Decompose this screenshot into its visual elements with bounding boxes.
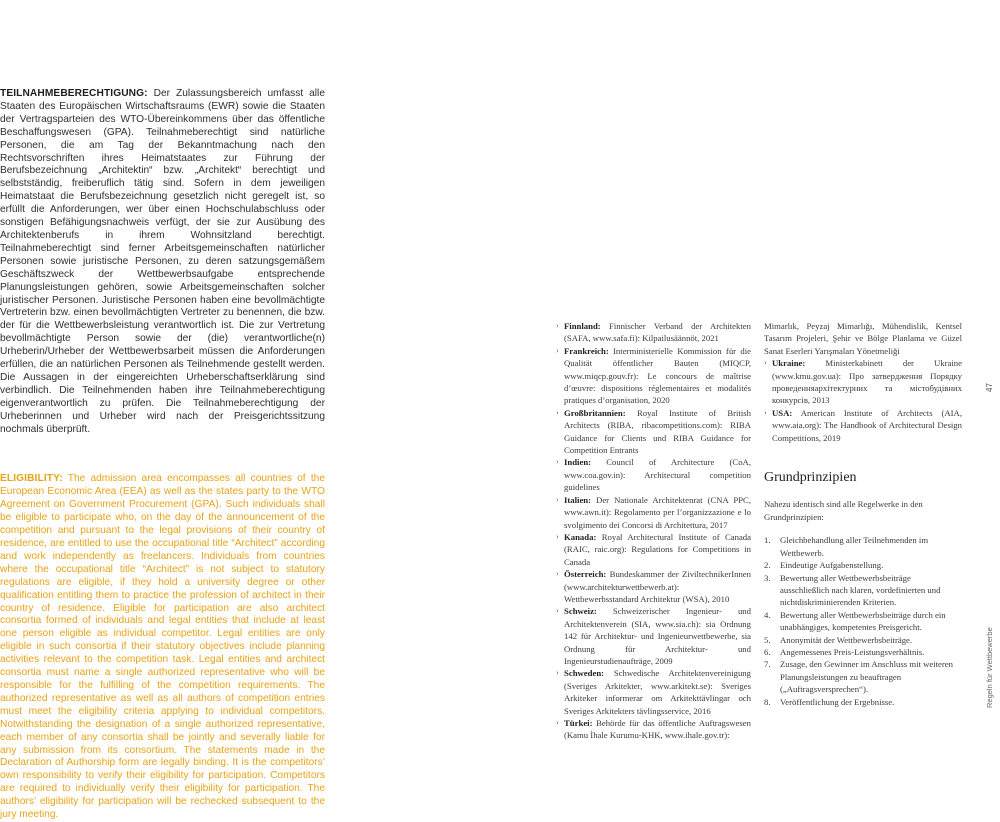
principle-number: 8.: [764, 696, 771, 707]
regulation-item: [556, 320, 751, 345]
principle-number: 6.: [764, 646, 771, 657]
regulation-text: Behörde für das öffentliche Auftragswesen (Kamu İhale Kurumu-KHK, www.ihale.gov.tr):: [564, 718, 751, 741]
regulation-country: Indien:: [564, 457, 592, 468]
principle-item: [764, 572, 962, 609]
chevron-right-icon: ›: [556, 718, 559, 727]
regulation-item: [556, 531, 751, 568]
chevron-right-icon: ›: [556, 494, 559, 504]
principle-item: [764, 646, 962, 658]
principle-number: 5.: [764, 634, 771, 645]
regulation-text: Der Nationale Architektenrat (CNA PPC, www.awn.it): Regolamento per l’organizzazione e lo svolgimento dei Concorsi di Architettura, 2017: [564, 494, 751, 530]
eligibility-german-text: Der Zulassungsbereich umfasst alle Staaten des Europäischen Wirtschaftsraums (EWR) sowie die Staaten der Vertragsparteien des WTO-Übereinkommens über das öffentliche Beschaffungswesen (GPA). Teilnahmeberechtigt sind natürliche Personen, die am Tag der Bekanntmachung nach den Rechtsvorschriften ihres Heimatstaates zur Führung der Berufsbezeichnung „Architektin“ bzw. „Architekt“ berechtigt und selbstständig, freiberuflich tätig sind. Sofern in dem jeweiligen Heimatstaat die Berufsbezeichnung gesetzlich nicht geregelt ist, so erfüllt die Anforderungen, wer über einen Hochschulabschluss oder sonstigen Befähigungsnachweis verfügt, der sie zur Ausübung des Architektenberufs in ihrem Wohnsitzland berechtigt. Teilnahmeberechtigt sind ferner Arbeitsgemeinschaften natürlicher Personen sowie juristische Personen, zu deren satzungsgemäßem Geschäftszweck der Wettbewerbsaufgabe entsprechende Planungsleistungen gehören, sowie Arbeitsgemeinschaften solcher juristischer Personen. Juristische Personen haben eine bevollmächtigte Vertreterin bzw. einen bevollmächtigten Vertreter zu benennen, die bzw. der für die Wettbewerbsleistung verantwortlich ist. Die zur Vertretung bevollmächtigte Person sowie der (die) verantwortliche(n) Urheberin/Urheber der Wettbewerbsarbeit müssen die Anforderungen erfüllen, die an natürlichen Personen als Teilnehmende gestellt werden. Die Aussagen in der eingereichten Urheberschaftserklärung sind verbindlich. Die Teilnehmenden haben ihre Teilnahmeberechtigung eigenverantwortlich zu prüfen. Die Teilnahmeberechtigung der Urheberinnen und Urheber wird nach der Preisgerichtssitzung nochmals überprüft.: [0, 88, 325, 435]
chevron-right-icon: ›: [556, 321, 559, 330]
chevron-right-icon: ›: [764, 358, 767, 368]
principle-item: [764, 658, 962, 695]
principle-item: [764, 609, 962, 634]
chevron-right-icon: ›: [556, 569, 559, 579]
regulation-item: [556, 717, 751, 742]
chevron-right-icon: ›: [556, 606, 559, 616]
regulation-text: Finnischer Verband der Architekten (SAFA, www.safa.fi): Kilpailusäännöt, 2021: [564, 321, 751, 344]
regulation-country: Schweiz:: [564, 606, 597, 617]
regulation-item: [556, 494, 751, 531]
regulation-item: [556, 667, 751, 717]
regulation-text: Ministerkabinett der Ukraine (www.kmu.gov.ua): Про затвердження Порядку проведенняархітектурних та містобудівних конкурсів, 2013: [772, 358, 962, 406]
principle-item: [764, 559, 962, 571]
principle-text: Angemessenes Preis-Leistungsverhältnis.: [780, 646, 925, 657]
principle-text: Zusage, den Gewinner im Anschluss mit weiteren Planungsleistungen zu beauftragen („Auftragsversprechen“).: [780, 659, 953, 695]
regulations-list-continued: [764, 357, 962, 444]
regulation-item: [556, 605, 751, 667]
chevron-right-icon: ›: [556, 457, 559, 467]
principles-column: [764, 320, 962, 708]
running-title: Regeln für Wettbewerbe: [985, 627, 994, 708]
regulation-country: Großbritannien:: [564, 407, 626, 418]
eligibility-german: [0, 88, 325, 436]
page-number: 47: [985, 383, 994, 392]
eligibility-english-text: The admission area encompasses all countries of the European Economic Area (EEA) as well as the states party to the WTO Agreement on Government Procurement (GPA). Such individuals shall be eligible to participate who, on the day of the announcement of the competition and pursuant to the legal provisions of their country of residence, are entitled to use the occupational title “Architect” according and work independently as freelancers. Individuals from countries where the occupational title “Architect” is not subject to statutory regulations are eligible, if they hold a university degree or other qualification entitling them to practice the profession of architect in their country of residence. Eligible for participation are also architect consortia formed of individuals and legal entities that include at least one person eligible as individual competitor. Legal entities are only eligible in such consortia if their statutory objectives include planning activities relevant to the competition task. Legal entities and architect consortia must name a single authorized representative who will be responsible for the fulfilling of the competition requirements. The authorized representative as well as all authors of competition entries must meet the eligibility criteria applying to individual competitors. Notwithstanding the designation of a single authorized representative, each member of any consortia shall be jointly and severally liable for any submission from its consortium. The statements made in the Declaration of Authorship form are legally binding. It is the competitors’ own responsibility to verify their eligibility for participation. Competitors are required to individually verify their eligibility for participation. The authors’ eligibility for participation will be rechecked subsequent to the jury meeting.: [0, 473, 325, 821]
chevron-right-icon: ›: [556, 531, 559, 541]
regulation-text: American Institute of Architects (AIA, www.aia.org): The Handbook of Architectural Design Competitions, 2019: [772, 407, 962, 443]
regulation-text: Bundeskammer der ZiviltechnikerInnen (www.architekturwettbewerb.at): Wettbewerbsstandard Architektur (WSA), 2010: [564, 569, 751, 604]
regulation-country: Frankreich:: [564, 345, 609, 356]
regulation-continuation: Mimarlık, Peyzaj Mimarlığı, Mühendislik, Kentsel Tasarım Projeleri, Şehir ve Bölge Planlama ve Güzel Sanat Eserleri Yarışmaları Yönetmeliği: [764, 321, 962, 356]
principle-number: 2.: [764, 560, 771, 571]
principle-item: [764, 634, 962, 646]
principle-number: 3.: [764, 572, 771, 583]
regulation-country: Finnland:: [564, 321, 601, 331]
regulation-country: Österreich:: [564, 569, 607, 580]
principle-text: Anonymität der Wettbewerbsbeiträge.: [780, 634, 913, 645]
regulation-country: USA:: [772, 407, 793, 418]
regulation-country: Italien:: [564, 494, 592, 505]
regulation-item: [556, 568, 751, 605]
regulation-text: Royal Architectural Institute of Canada (RAIC, raic.org): Regulations for Competitions in Canada: [564, 531, 751, 567]
principle-number: 1.: [764, 535, 771, 546]
principle-text: Eindeutige Aufgabenstellung.: [780, 560, 884, 571]
principle-number: 4.: [764, 609, 771, 620]
regulation-text: Schwedische Architektenvereinigung (Sveriges Arkitekter, www.arkitekt.se): Sveriges Arkiteker informerar om Arkitekttävlingar och Sveriges Arkitekters tävlingsservice, 2016: [564, 668, 751, 716]
left-column: [0, 88, 325, 822]
eligibility-english-heading: ELIGIBILITY:: [0, 473, 63, 485]
principle-item: [764, 696, 962, 708]
principle-text: Veröffentlichung der Ergebnisse.: [780, 696, 895, 707]
principles-list: [764, 534, 962, 708]
principle-number: 7.: [764, 659, 771, 670]
chevron-right-icon: ›: [556, 407, 559, 417]
principle-item: [764, 534, 962, 559]
regulation-text: Interministerielle Kommission für die Qualität öffentlicher Bauten (MIQCP, www.miqcp.gouv.fr): Le concours de maîtrise d’œuvre: dispositions réglementaires et modalités pratiques d’organisation, 2020: [564, 345, 751, 406]
regulations-list: [556, 320, 751, 742]
chevron-right-icon: ›: [556, 668, 559, 678]
regulation-country: Ukraine:: [772, 358, 806, 369]
regulation-country: Schweden:: [564, 668, 605, 679]
regulation-country: Kanada:: [564, 531, 597, 542]
regulation-text: Council of Architecture (CoA, www.coa.gov.in): Architectural competition guidelines: [564, 457, 751, 493]
eligibility-english: [0, 473, 325, 821]
regulation-item: [556, 407, 751, 457]
eligibility-german-heading: TEILNAHMEBERECHTIGUNG:: [0, 88, 148, 99]
regulation-text: Royal Institute of British Architects (RIBA, ribacompetitions.com): RIBA Guidance for Clients und RIBA Guidance for Competition Entrants: [564, 407, 751, 456]
regulation-item: [556, 456, 751, 493]
regulation-text: Schweizerischer Ingenieur- und Architektenverein (SIA, www.sia.ch): sia Ordnung 142 für Architektur- und Ingenieurwettbewerbe, sia Ordnung für Architektur- und Ingenieurstudienaufträge, 2009: [564, 606, 751, 666]
principle-text: Bewertung aller Wettbewerbsbeiträge durch ein unabhängiges, kompetentes Preisgericht.: [780, 609, 946, 633]
section-heading: Grundprinzipien: [764, 470, 857, 486]
chevron-right-icon: ›: [556, 345, 559, 355]
regulation-item: [556, 345, 751, 407]
regulations-column: [556, 320, 751, 742]
principle-text: Bewertung aller Wettbewerbsbeiträge ausschließlich nach klaren, vordefinierten und nichtdiskriminierenden Kriterien.: [780, 572, 941, 608]
principle-text: Gleichbehandlung aller Teilnehmenden im Wettbewerb.: [780, 535, 929, 558]
regulation-item: [764, 357, 962, 407]
section-intro: Nahezu identisch sind alle Regelwerke in den Grundprinzipien:: [764, 499, 923, 522]
chevron-right-icon: ›: [764, 407, 767, 417]
regulation-item: [764, 407, 962, 444]
regulation-country: Türkei:: [564, 718, 593, 728]
